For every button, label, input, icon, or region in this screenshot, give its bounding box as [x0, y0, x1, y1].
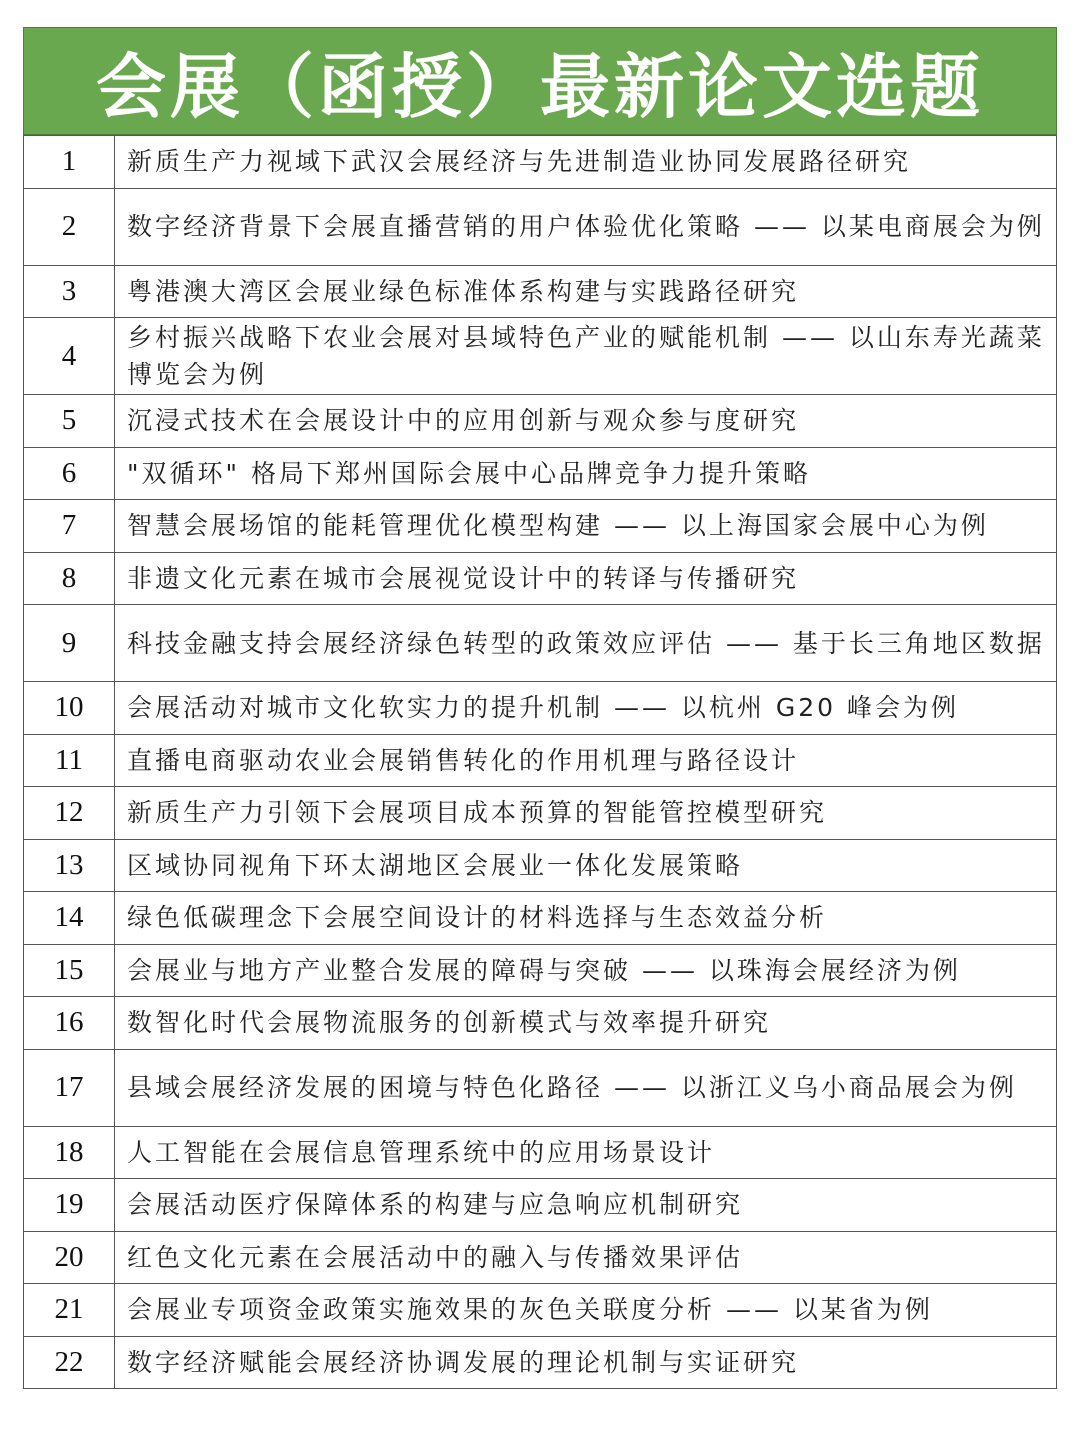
row-number: 4: [24, 318, 115, 395]
row-topic: 会展业与地方产业整合发展的障碍与突破 —— 以珠海会展经济为例: [115, 944, 1057, 997]
table-row: [24, 1231, 1057, 1284]
row-number: 19: [24, 1179, 115, 1232]
table-row: [24, 136, 1057, 189]
row-topic: 粤港澳大湾区会展业绿色标准体系构建与实践路径研究: [115, 265, 1057, 318]
table-row: [24, 552, 1057, 605]
table-row: [24, 1049, 1057, 1126]
table-row: [24, 1126, 1057, 1179]
row-topic: 新质生产力视域下武汉会展经济与先进制造业协同发展路径研究: [115, 136, 1057, 189]
row-topic: 直播电商驱动农业会展销售转化的作用机理与路径设计: [115, 734, 1057, 787]
table-row: [24, 944, 1057, 997]
row-number: 7: [24, 500, 115, 553]
topics-table: [23, 135, 1057, 1389]
table-row: [24, 605, 1057, 682]
row-topic: 会展活动医疗保障体系的构建与应急响应机制研究: [115, 1179, 1057, 1232]
table-row: [24, 787, 1057, 840]
page-title: 会展（函授）最新论文选题: [23, 27, 1057, 135]
table-row: [24, 997, 1057, 1050]
row-number: 16: [24, 997, 115, 1050]
table-row: [24, 734, 1057, 787]
row-number: 22: [24, 1336, 115, 1389]
row-topic: 数字经济背景下会展直播营销的用户体验优化策略 —— 以某电商展会为例: [115, 188, 1057, 265]
row-number: 15: [24, 944, 115, 997]
row-number: 17: [24, 1049, 115, 1126]
table-row: [24, 839, 1057, 892]
row-topic: 数智化时代会展物流服务的创新模式与效率提升研究: [115, 997, 1057, 1050]
row-number: 12: [24, 787, 115, 840]
row-topic: 乡村振兴战略下农业会展对县域特色产业的赋能机制 —— 以山东寿光蔬菜博览会为例: [115, 318, 1057, 395]
topics-table-body: [24, 136, 1057, 1389]
row-topic: 科技金融支持会展经济绿色转型的政策效应评估 —— 基于长三角地区数据: [115, 605, 1057, 682]
row-number: 18: [24, 1126, 115, 1179]
row-topic: 新质生产力引领下会展项目成本预算的智能管控模型研究: [115, 787, 1057, 840]
row-topic: 非遗文化元素在城市会展视觉设计中的转译与传播研究: [115, 552, 1057, 605]
row-topic: 会展业专项资金政策实施效果的灰色关联度分析 —— 以某省为例: [115, 1284, 1057, 1337]
row-topic: 区域协同视角下环太湖地区会展业一体化发展策略: [115, 839, 1057, 892]
table-row: [24, 395, 1057, 448]
table-row: [24, 265, 1057, 318]
row-number: 6: [24, 447, 115, 500]
row-number: 1: [24, 136, 115, 189]
table-row: [24, 1336, 1057, 1389]
table-row: [24, 188, 1057, 265]
row-topic: 沉浸式技术在会展设计中的应用创新与观众参与度研究: [115, 395, 1057, 448]
row-topic: 会展活动对城市文化软实力的提升机制 —— 以杭州 G20 峰会为例: [115, 682, 1057, 735]
row-number: 20: [24, 1231, 115, 1284]
table-row: [24, 1179, 1057, 1232]
topic-sheet: [23, 27, 1057, 1389]
row-number: 21: [24, 1284, 115, 1337]
row-topic: 县域会展经济发展的困境与特色化路径 —— 以浙江义乌小商品展会为例: [115, 1049, 1057, 1126]
table-row: [24, 500, 1057, 553]
row-topic: 红色文化元素在会展活动中的融入与传播效果评估: [115, 1231, 1057, 1284]
table-row: [24, 682, 1057, 735]
row-topic: 人工智能在会展信息管理系统中的应用场景设计: [115, 1126, 1057, 1179]
row-number: 11: [24, 734, 115, 787]
row-topic: 绿色低碳理念下会展空间设计的材料选择与生态效益分析: [115, 892, 1057, 945]
row-number: 14: [24, 892, 115, 945]
row-topic: "双循环" 格局下郑州国际会展中心品牌竞争力提升策略: [115, 447, 1057, 500]
row-number: 8: [24, 552, 115, 605]
row-number: 2: [24, 188, 115, 265]
row-number: 10: [24, 682, 115, 735]
table-row: [24, 892, 1057, 945]
row-number: 13: [24, 839, 115, 892]
row-number: 9: [24, 605, 115, 682]
table-row: [24, 318, 1057, 395]
row-number: 3: [24, 265, 115, 318]
row-number: 5: [24, 395, 115, 448]
row-topic: 数字经济赋能会展经济协调发展的理论机制与实证研究: [115, 1336, 1057, 1389]
table-row: [24, 1284, 1057, 1337]
table-row: [24, 447, 1057, 500]
row-topic: 智慧会展场馆的能耗管理优化模型构建 —— 以上海国家会展中心为例: [115, 500, 1057, 553]
